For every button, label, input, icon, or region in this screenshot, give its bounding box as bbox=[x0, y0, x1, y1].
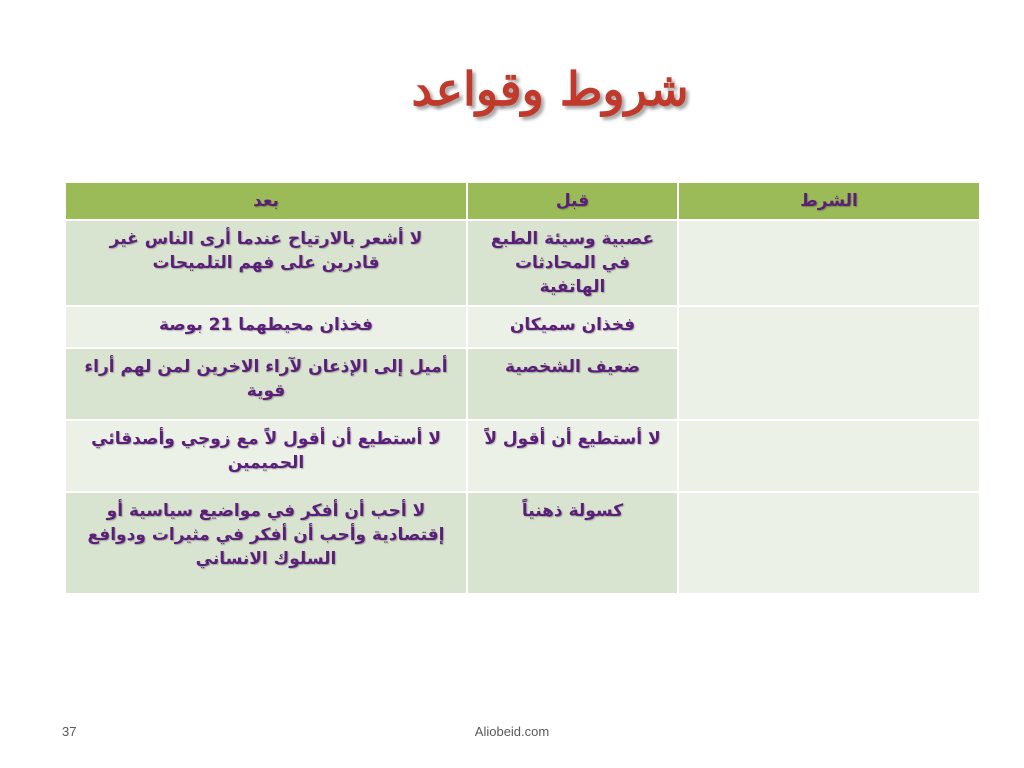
before-cell: لا أستطيع أن أقول لاً bbox=[467, 420, 678, 492]
condition-cell bbox=[678, 420, 980, 492]
header-after: بعد bbox=[65, 182, 467, 220]
page-number: 37 bbox=[62, 724, 77, 739]
after-cell: لا أحب أن أفكر في مواضيع سياسية أو إقتصادية وأحب أن أفكر في مثيرات ودوافع السلوك الانساني bbox=[65, 492, 467, 594]
after-cell: لا أشعر بالارتياح عندما أرى الناس غير قادرين على فهم التلميحات bbox=[65, 220, 467, 306]
rules-table bbox=[64, 181, 981, 595]
after-cell: فخذان محيطهما 21 بوصة bbox=[65, 306, 467, 348]
header-condition: الشرط bbox=[678, 182, 980, 220]
condition-cell bbox=[678, 306, 980, 420]
header-before: قبل bbox=[467, 182, 678, 220]
footer-site: Aliobeid.com bbox=[474, 724, 550, 739]
table-row bbox=[65, 220, 980, 306]
before-cell: فخذان سميكان bbox=[467, 306, 678, 348]
condition-cell bbox=[678, 220, 980, 306]
before-cell: كسولة ذهنياً bbox=[467, 492, 678, 594]
after-cell: أميل إلى الإذعان لآراء الاخرين لمن لهم أراء قوية bbox=[65, 348, 467, 420]
slide-title: شروط وقواعد bbox=[411, 62, 689, 116]
table-row bbox=[65, 306, 980, 348]
before-cell: ضعيف الشخصية bbox=[467, 348, 678, 420]
after-cell: لا أستطيع أن أقول لاً مع زوجي وأصدقائي الحميمين bbox=[65, 420, 467, 492]
table-header-row bbox=[65, 182, 980, 220]
before-cell: عصبية وسيئة الطبع في المحادثات الهاتفية bbox=[467, 220, 678, 306]
table-row bbox=[65, 420, 980, 492]
table-row bbox=[65, 492, 980, 594]
condition-cell bbox=[678, 492, 980, 594]
